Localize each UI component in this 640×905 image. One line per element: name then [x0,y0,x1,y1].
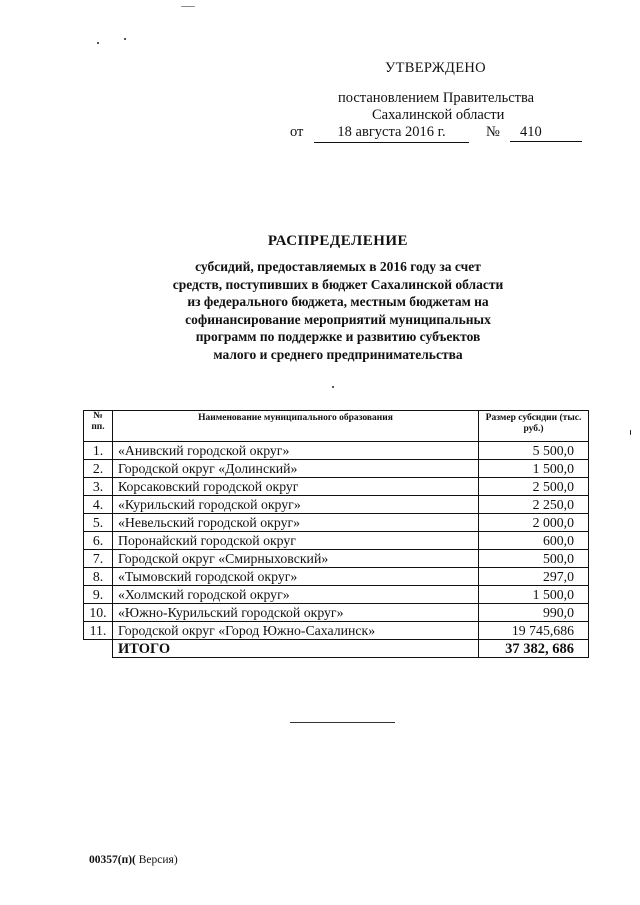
document-subtitle [160,258,516,363]
row-number: 4. [84,496,113,514]
footer-code [89,854,178,866]
row-name: Городской округ «Город Южно-Сахалинск» [113,622,479,640]
closing-rule [290,722,395,723]
scan-speck [332,386,334,388]
row-amount: 19 745,686 [479,622,589,640]
footer-code-text: 00357(п)( [89,854,136,866]
approved-title: УТВЕРЖДЕНО [385,60,486,76]
row-name: Городской округ «Долинский» [113,460,479,478]
table-row [84,460,589,478]
decree-date-row [290,124,590,146]
row-number: 11. [84,622,113,640]
table-row [84,514,589,532]
scan-speck [630,430,631,435]
row-amount: 1 500,0 [479,460,589,478]
row-amount: 2 500,0 [479,478,589,496]
table-row [84,604,589,622]
row-number: 8. [84,568,113,586]
row-number: 2. [84,460,113,478]
row-number: 3. [84,478,113,496]
scan-speck [124,38,126,40]
row-number: 9. [84,586,113,604]
subtitle-line: программ по поддержке и развитию субъектов [195,329,481,344]
table-row [84,442,589,460]
header-name: Наименование муниципального образования [113,411,479,442]
table-row [84,496,589,514]
row-number: 5. [84,514,113,532]
row-number: 7. [84,550,113,568]
header-amount: Размер субсидии (тыс. руб.) [479,411,589,442]
row-name: «Холмский городской округ» [113,586,479,604]
row-amount: 990,0 [479,604,589,622]
table-row [84,568,589,586]
row-amount: 1 500,0 [479,586,589,604]
table-row [84,532,589,550]
row-amount: 500,0 [479,550,589,568]
decree-line-1: постановлением Правительства [338,90,535,106]
row-name: Поронайский городской округ [113,532,479,550]
table-row [84,586,589,604]
total-blank-cell [84,640,113,658]
row-name: «Южно-Курильский городской округ» [113,604,479,622]
from-label: от [290,124,304,140]
subtitle-line: софинансирование мероприятий муниципальных [185,311,491,327]
row-amount: 297,0 [479,568,589,586]
row-name: «Курильский городской округ» [113,496,479,514]
row-amount: 600,0 [479,532,589,550]
total-label: ИТОГО [113,640,479,658]
subtitle-line: малого и среднего предпринимательства [213,346,463,362]
document-title: РАСПРЕДЕЛЕНИЕ [267,233,409,249]
subtitle-line: субсидий, предоставляемых в 2016 году за счет [195,259,481,274]
total-amount: 37 382, 686 [479,640,589,658]
row-name: Городской округ «Смирныховский» [113,550,479,568]
row-amount: 2 000,0 [479,514,589,532]
scan-speck [181,6,195,7]
subtitle-line: средств, поступивших в бюджет Сахалинской области [172,276,504,292]
footer-version-text: Версия) [135,854,178,866]
number-label: № [486,124,500,140]
row-number: 1. [84,442,113,460]
decree-line-2: Сахалинской области [372,107,505,123]
subsidy-table [83,410,589,658]
row-name: «Тымовский городской округ» [113,568,479,586]
decree-number: 410 [510,124,582,142]
decree-date: 18 августа 2016 г. [314,124,469,143]
table-header-row [84,411,589,442]
table-row [84,622,589,640]
row-name: Корсаковский городской округ [113,478,479,496]
header-number: № пп. [84,411,113,442]
table-row [84,478,589,496]
row-amount: 2 250,0 [479,496,589,514]
row-amount: 5 500,0 [479,442,589,460]
row-number: 6. [84,532,113,550]
table-row [84,550,589,568]
row-name: «Невельский городской округ» [113,514,479,532]
scan-speck [97,42,99,44]
table-total-row [84,640,589,658]
row-number: 10. [84,604,113,622]
subtitle-line: из федерального бюджета, местным бюджетам на [187,294,489,309]
row-name: «Анивский городской округ» [113,442,479,460]
